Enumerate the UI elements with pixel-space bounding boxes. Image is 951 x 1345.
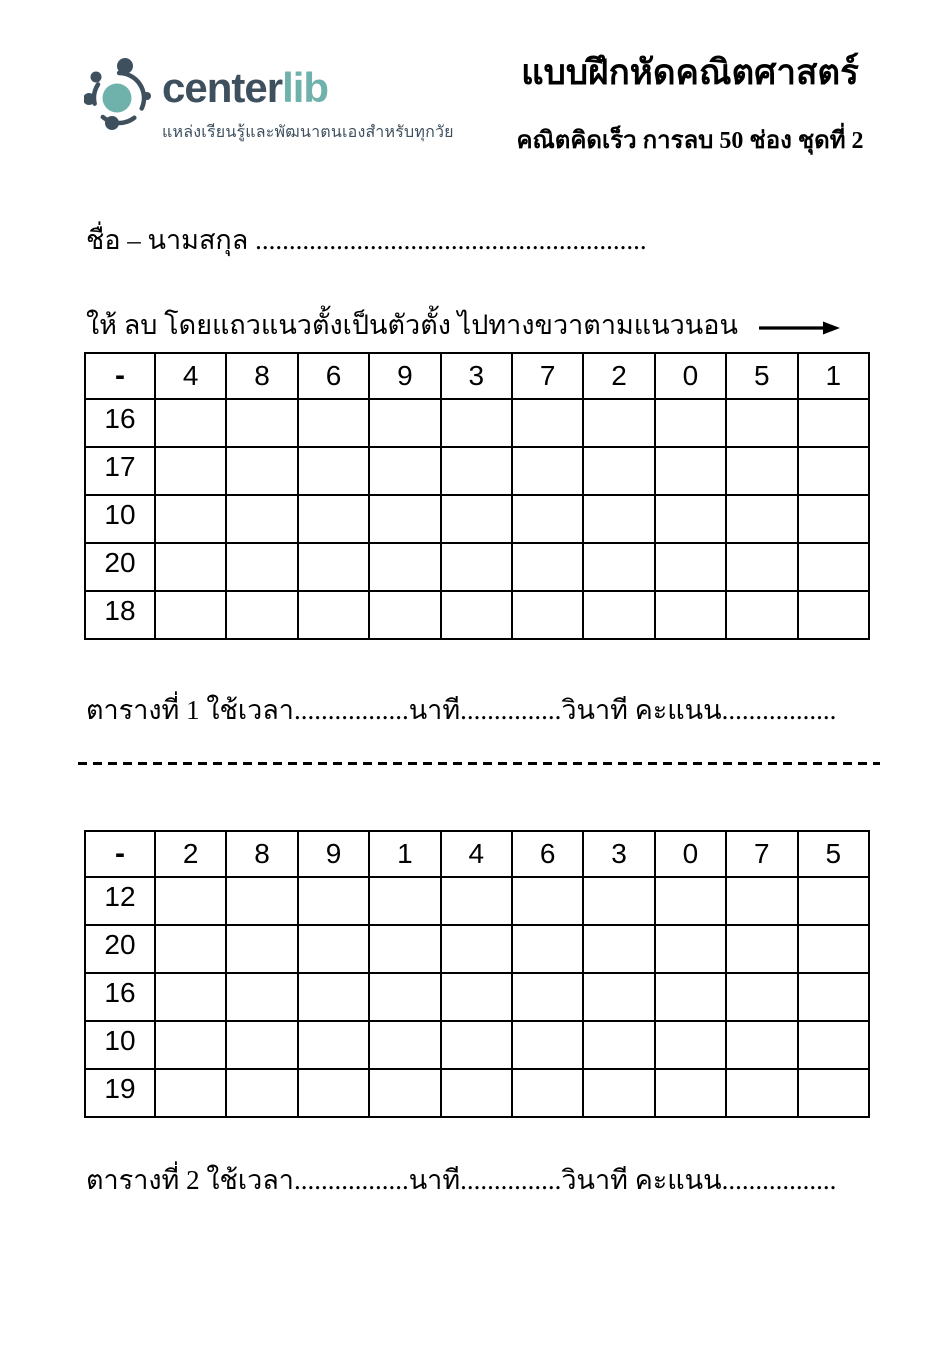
answer-cell: [726, 591, 797, 639]
answer-cell: [369, 973, 440, 1021]
table-row: [85, 973, 869, 1021]
table-header-row: [85, 831, 869, 877]
dashed-separator: [78, 762, 880, 765]
answer-cell: [798, 447, 869, 495]
table-row: [85, 495, 869, 543]
column-header-cell: 1: [798, 353, 869, 399]
answer-cell: [655, 877, 726, 925]
answer-cell: [441, 543, 512, 591]
column-header-cell: 9: [369, 353, 440, 399]
table-row: [85, 447, 869, 495]
answer-cell: [155, 925, 226, 973]
answer-cell: [226, 1069, 297, 1117]
answer-cell: [583, 925, 654, 973]
column-header-cell: 3: [583, 831, 654, 877]
answer-cell: [512, 1021, 583, 1069]
answer-cell: [798, 1069, 869, 1117]
column-header-cell: 5: [798, 831, 869, 877]
answer-cell: [655, 591, 726, 639]
centerlib-logo: [84, 58, 454, 145]
column-header-cell: 4: [441, 831, 512, 877]
page-subtitle: คณิตคิดเร็ว การลบ 50 ช่อง ชุดที่ 2: [516, 128, 864, 154]
table2-caption: ตารางที่ 2 ใช้เวลา.................นาที...............วินาที คะแนน.................: [86, 1165, 837, 1195]
table-header-row: [85, 353, 869, 399]
answer-cell: [726, 1021, 797, 1069]
answer-cell: [798, 591, 869, 639]
answer-cell: [583, 447, 654, 495]
answer-cell: [798, 495, 869, 543]
answer-cell: [226, 495, 297, 543]
answer-cell: [583, 495, 654, 543]
answer-cell: [512, 1069, 583, 1117]
answer-cell: [512, 877, 583, 925]
answer-cell: [512, 399, 583, 447]
column-header-cell: 6: [298, 353, 369, 399]
answer-cell: [441, 1021, 512, 1069]
logo-brand-lib: lib: [282, 64, 329, 111]
answer-cell: [155, 973, 226, 1021]
answer-cell: [726, 495, 797, 543]
answer-cell: [298, 973, 369, 1021]
answer-cell: [441, 925, 512, 973]
column-header-cell: 7: [512, 353, 583, 399]
answer-cell: [441, 495, 512, 543]
answer-cell: [155, 591, 226, 639]
answer-cell: [155, 399, 226, 447]
answer-cell: [583, 973, 654, 1021]
column-header-cell: 2: [155, 831, 226, 877]
page-title: แบบฝึกหัดคณิตศาสตร์: [521, 53, 859, 92]
answer-cell: [655, 973, 726, 1021]
table-row: [85, 399, 869, 447]
answer-cell: [512, 447, 583, 495]
answer-cell: [441, 447, 512, 495]
column-header-cell: 0: [655, 831, 726, 877]
answer-cell: [512, 495, 583, 543]
answer-cell: [155, 1069, 226, 1117]
answer-cell: [298, 1021, 369, 1069]
column-header-cell: 8: [226, 831, 297, 877]
row-label-cell: 18: [85, 591, 155, 639]
row-label-cell: 16: [85, 399, 155, 447]
answer-cell: [726, 447, 797, 495]
answer-cell: [226, 1021, 297, 1069]
answer-cell: [298, 591, 369, 639]
row-label-cell: 20: [85, 543, 155, 591]
table1-caption: ตารางที่ 1 ใช้เวลา.................นาที...............วินาที คะแนน.................: [86, 695, 837, 725]
answer-cell: [155, 1021, 226, 1069]
answer-cell: [298, 877, 369, 925]
answer-cell: [655, 1069, 726, 1117]
answer-cell: [441, 591, 512, 639]
answer-cell: [226, 543, 297, 591]
column-header-cell: 6: [512, 831, 583, 877]
centerlib-logo-icon: [84, 58, 154, 130]
answer-cell: [583, 543, 654, 591]
answer-cell: [298, 399, 369, 447]
table-row: [85, 1069, 869, 1117]
answer-cell: [369, 925, 440, 973]
answer-cell: [226, 447, 297, 495]
answer-cell: [512, 543, 583, 591]
column-header-cell: 9: [298, 831, 369, 877]
answer-cell: [226, 973, 297, 1021]
logo-tagline: แหล่งเรียนรู้และพัฒนาตนเองสำหรับทุกวัย: [162, 124, 454, 141]
answer-cell: [726, 399, 797, 447]
column-header-cell: 4: [155, 353, 226, 399]
instruction-text: ให้ ลบ โดยแถวแนวตั้งเป็นตัวตั้ง ไปทางขวาตามแนวนอน: [86, 310, 738, 340]
answer-cell: [655, 543, 726, 591]
subtraction-table-2: [84, 830, 870, 1118]
answer-cell: [226, 591, 297, 639]
answer-cell: [441, 399, 512, 447]
answer-cell: [369, 591, 440, 639]
table-row: [85, 591, 869, 639]
answer-cell: [726, 543, 797, 591]
answer-cell: [298, 1069, 369, 1117]
operator-cell: -: [85, 831, 155, 877]
table-row: [85, 925, 869, 973]
row-label-cell: 19: [85, 1069, 155, 1117]
answer-cell: [655, 1021, 726, 1069]
column-header-cell: 7: [726, 831, 797, 877]
column-header-cell: 2: [583, 353, 654, 399]
column-header-cell: 8: [226, 353, 297, 399]
logo-brand: [162, 58, 454, 118]
answer-cell: [369, 543, 440, 591]
answer-cell: [726, 877, 797, 925]
column-header-cell: 3: [441, 353, 512, 399]
answer-cell: [583, 1021, 654, 1069]
answer-cell: [798, 877, 869, 925]
row-label-cell: 16: [85, 973, 155, 1021]
answer-cell: [655, 495, 726, 543]
answer-cell: [726, 1069, 797, 1117]
answer-cell: [226, 399, 297, 447]
answer-cell: [155, 495, 226, 543]
answer-cell: [155, 447, 226, 495]
row-label-cell: 17: [85, 447, 155, 495]
row-label-cell: 12: [85, 877, 155, 925]
answer-cell: [226, 925, 297, 973]
answer-cell: [583, 1069, 654, 1117]
row-label-cell: 10: [85, 1021, 155, 1069]
row-label-cell: 20: [85, 925, 155, 973]
answer-cell: [655, 399, 726, 447]
answer-cell: [441, 877, 512, 925]
instruction-row: [86, 303, 841, 346]
answer-cell: [369, 447, 440, 495]
answer-cell: [369, 1021, 440, 1069]
answer-cell: [298, 543, 369, 591]
answer-cell: [441, 1069, 512, 1117]
table-row: [85, 543, 869, 591]
answer-cell: [298, 925, 369, 973]
answer-cell: [798, 399, 869, 447]
name-field-line: ชื่อ – นามสกุล ..........................................................: [86, 225, 647, 255]
answer-cell: [369, 1069, 440, 1117]
answer-cell: [583, 399, 654, 447]
logo-brand-center: center: [162, 64, 283, 111]
answer-cell: [655, 447, 726, 495]
table-row: [85, 1021, 869, 1069]
answer-cell: [798, 1021, 869, 1069]
header-titles: [470, 52, 910, 159]
answer-cell: [798, 543, 869, 591]
answer-cell: [798, 973, 869, 1021]
row-label-cell: 10: [85, 495, 155, 543]
right-arrow-icon: [759, 320, 841, 336]
answer-cell: [726, 973, 797, 1021]
answer-cell: [155, 877, 226, 925]
column-header-cell: 5: [726, 353, 797, 399]
answer-cell: [441, 973, 512, 1021]
answer-cell: [583, 591, 654, 639]
answer-cell: [369, 399, 440, 447]
answer-cell: [512, 973, 583, 1021]
column-header-cell: 1: [369, 831, 440, 877]
answer-cell: [512, 591, 583, 639]
column-header-cell: 0: [655, 353, 726, 399]
answer-cell: [369, 495, 440, 543]
answer-cell: [655, 925, 726, 973]
subtraction-table-1: [84, 352, 870, 640]
table-row: [85, 877, 869, 925]
answer-cell: [298, 495, 369, 543]
answer-cell: [369, 877, 440, 925]
answer-cell: [512, 925, 583, 973]
answer-cell: [726, 925, 797, 973]
answer-cell: [298, 447, 369, 495]
answer-cell: [583, 877, 654, 925]
answer-cell: [155, 543, 226, 591]
answer-cell: [798, 925, 869, 973]
operator-cell: -: [85, 353, 155, 399]
answer-cell: [226, 877, 297, 925]
